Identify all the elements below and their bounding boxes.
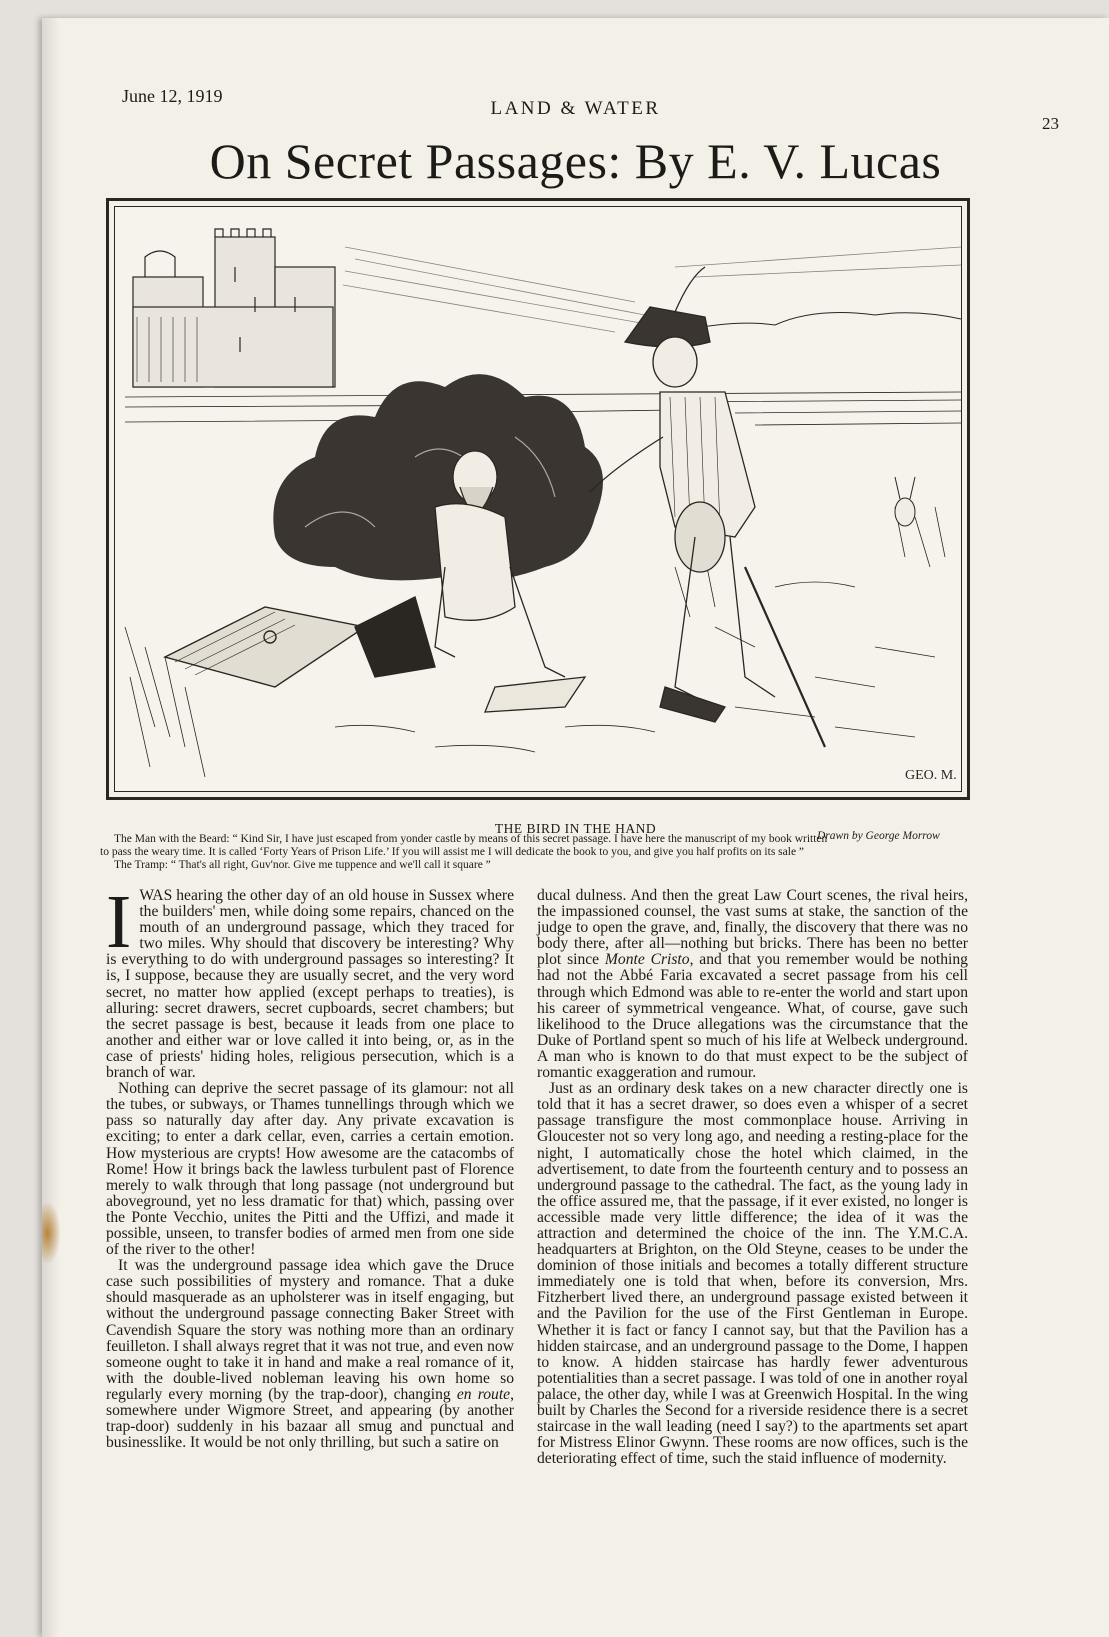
article-paragraph <box>537 1081 968 1467</box>
castle <box>133 229 335 387</box>
illustration-frame <box>106 198 970 800</box>
italic-phrase: Monte Cristo <box>604 951 690 969</box>
caption-title: THE BIRD IN THE HAND <box>494 821 657 836</box>
caption-line: The Man with the Beard: “ Kind Sir, I have just escaped from yonder castle by means of this secret passage. I have here the manuscript of my book written <box>114 833 828 845</box>
illustration-drawing <box>115 207 961 791</box>
caption-line: to pass the weary time. It is called ‘Forty Years of Prison Life.’ If you will assist me I will dedicate the book to you, and give you half profits on its sale ” <box>100 846 805 858</box>
magazine-page <box>42 18 1109 1637</box>
paragraph-text: , somewhere under Wigmore Street, and appearing (by another trap-door) suddenly in his bazaar all smug and punctual and businesslike. It would be not only thrilling, but such a satire on <box>106 1385 514 1452</box>
paragraph-text: It was the underground passage idea which gave the Druce case such possibilities of mystery and romance. That a duke should masquerade as an upholsterer was in itself engaging, but without the underground passage connecting Baker Street with Cavendish Square the story was nothing more than an ordinary feuilleton. I shall always regret that it was not true, and even now someone ought to take it in hand and make a real romance of it, with the double-lived nobleman leaving his own home so regularly every morning (by the trap-door), changing <box>106 1257 514 1403</box>
paragraph-text: , and that you remember would be nothing had not the Abbé Faria excavated a secret passage from his cell through which Edmond was able to re-enter the world and start upon his career of symmetrical vengeance. What, of course, gave such likelihood to the Druce allegations was the circumstance that the Duke of Portland spent so much of his life at Welbeck underground. A man who is known to do that must expect to be the subject of romantic exaggeration and rumour. <box>537 951 968 1082</box>
article-column-left <box>106 880 514 1452</box>
article-column-right <box>537 888 968 1467</box>
rabbit <box>895 477 915 526</box>
magazine-name: LAND & WATER <box>490 98 661 119</box>
illustration-credit: Drawn by George Morrow <box>817 830 940 842</box>
article-title: On Secret Passages: By E. V. Lucas <box>209 133 942 189</box>
hills <box>675 313 961 332</box>
article-paragraph <box>537 888 968 1081</box>
issue-date: June 12, 1919 <box>122 86 223 106</box>
page-number: 23 <box>1042 114 1059 133</box>
article-paragraph <box>106 880 514 1082</box>
trapdoor <box>165 597 435 687</box>
caption-line: The Tramp: “ That's all right, Guv'nor. Give me tuppence and we'll call it square ” <box>114 859 491 871</box>
italic-phrase: en route <box>456 1385 511 1403</box>
illustration-caption <box>100 833 1000 872</box>
tramp <box>590 267 825 747</box>
paragraph-text: WAS hearing the other day of an old house in Sussex where the builders' men, while doing some repairs, chanced on the mouth of an underground passage, which they traced for two miles. Why should that discovery be interesting? Why is everything to do with underground passages so interesting? It is, I suppose, because they are usually secret, and the very word secret, no matter how applied (except perhaps to treaties), is alluring: secret drawers, secret cupboards, secret chambers; but the secret passage is best, because it leads from one place to another and either war or love called it into being, or, as in the case of priests' hiding holes, religious persecution, which is a branch of war. <box>106 887 514 1082</box>
drop-cap: I <box>106 880 132 964</box>
article-paragraph <box>106 1258 514 1451</box>
illustration <box>114 206 962 792</box>
bush <box>273 374 603 580</box>
article-paragraph: Nothing can deprive the secret passage of its glamour: not all the tubes, or subways, or Thames tunnellings through which we pass so naturally day after day. Any private excavation is exciting; to enter a dark cellar, even, carries a certain emotion. How mysterious are crypts! How awesome are the catacombs of Rome! How it brings back the lawless turbulent past of Florence merely to walk through that long passage (not underground but aboveground, yet no less dramatic for that) which, passing over the Ponte Vecchio, unites the Pitti and the Uffizi, and made it possible, unseen, to transfer bodies of armed men from one side of the river to the other! <box>106 1080 514 1259</box>
paragraph-text: Just as an ordinary desk takes on a new character directly one is told that it has a secret drawer, so does even a whisper of a secret passage transfigure the most commonplace house. Arriving in Gloucester not so very long ago, and needing a resting-place for the night, I automatically chose the hotel which claimed, in the advertisement, to date from the fourteenth century and to possess an underground passage to the cathedral. The fact, as the young lady in the office assured me, that the passage, if it ever existed, no longer is accessible made very little difference; the idea of it was the attraction and determined the choice of the inn. The Y.M.C.A. headquarters at Brighton, on the Old Steyne, ceases to be under the dominion of those initials and becomes a totally different structure immediately one is told that when, before its conversion, Mrs. Fitzherbert lived there, an underground passage existed between it and the Pavilion for the use of the First Gentleman in Europe. Whether it is fact or fancy I cannot say, but that the Pavilion has a hidden staircase, and an underground passage to the Dome, I happen to know. A hidden staircase has hardly fewer adventurous potentialities than a secret passage. I was told of one in another royal palace, the other day, while I was at Greenwich Hospital. In the wing built by Charles the Second for a riverside residence there is a secret staircase in the wall leading (need I say?) to the apartments set apart for Mistress Elinor Gwynn. These rooms are now offices, such is the deteriorating effect of time, such the staid influence of modernity. <box>537 1080 968 1468</box>
paper-stain <box>42 1203 60 1263</box>
paragraph-text: ducal dulness. And then the great Law Court scenes, the rival heirs, the impassioned counsel, the vast sums at stake, the sanction of the judge to open the grave, and, finally, the discovery that there was no body there, after all—nothing but bricks. There has been no better plot since <box>537 887 968 969</box>
artist-signature: GEO. M. <box>905 768 957 783</box>
